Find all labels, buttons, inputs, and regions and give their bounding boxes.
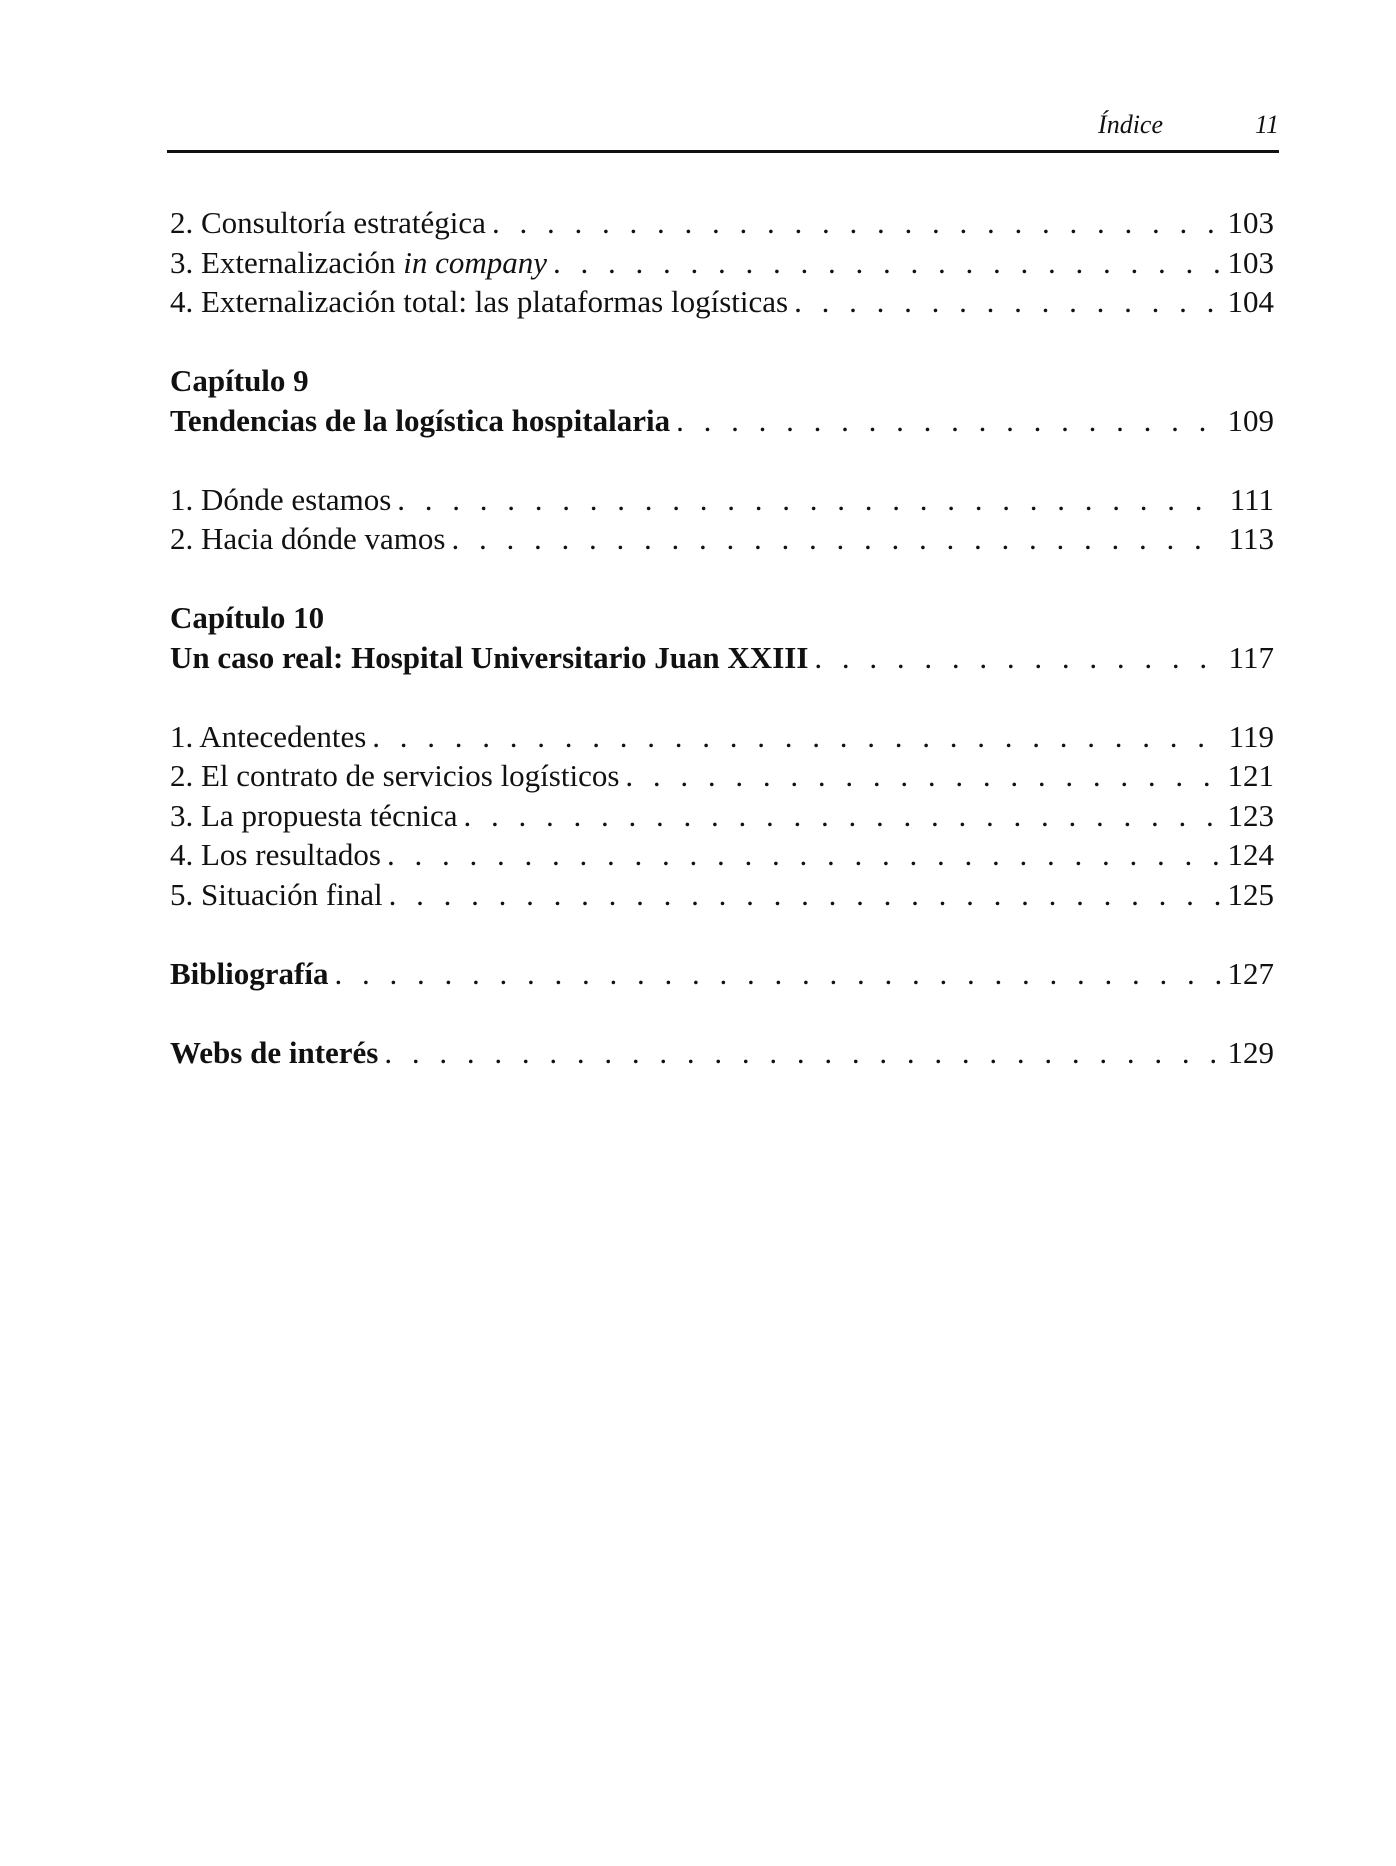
webs-title: Webs de interés	[170, 1034, 379, 1070]
toc-entry-page: 123	[1227, 797, 1274, 833]
toc-entry-title: 2. El contrato de servicios logísticos	[170, 758, 620, 793]
chapter-entry[interactable]	[170, 401, 1274, 441]
toc-entry[interactable]	[170, 717, 1274, 757]
toc-entry-page: 121	[1227, 758, 1274, 793]
toc-entry-title-italic: in company	[403, 244, 548, 280]
dot-leader	[794, 282, 1221, 322]
toc-entry-title: 2. Consultoría estratégica	[170, 205, 486, 240]
toc-entry[interactable]	[170, 203, 1274, 243]
toc-entry-page: 119	[1228, 718, 1274, 754]
toc-entry-page: 111	[1229, 481, 1274, 517]
dot-leader	[389, 875, 1222, 915]
dot-leader	[397, 480, 1224, 520]
webs-page: 129	[1227, 1034, 1274, 1070]
page-number: 11	[1254, 110, 1279, 139]
chapter-title: Un caso real: Hospital Universitario Juan XXIII	[170, 639, 809, 675]
toc-entry-title-prefix: 3. Externalización	[170, 244, 404, 280]
toc-entry-title: 4. Externalización total: las plataformas logísticas	[170, 284, 789, 319]
toc-entry[interactable]	[170, 835, 1274, 875]
dot-leader	[463, 796, 1221, 836]
dot-leader	[814, 638, 1222, 678]
toc-entry-page: 125	[1227, 876, 1274, 912]
toc-entry[interactable]	[170, 480, 1274, 520]
dot-leader	[384, 1033, 1221, 1073]
toc-entry-title: 2. Hacia dónde vamos	[170, 521, 446, 556]
chapter-label: Capítulo 9	[170, 363, 309, 398]
toc-entry[interactable]	[170, 796, 1274, 836]
bibliography-entry[interactable]	[170, 954, 1274, 994]
toc-entry-title	[170, 243, 547, 283]
toc-entry[interactable]	[170, 282, 1274, 322]
toc-entry-title: 5. Situación final	[170, 876, 383, 912]
chapter-entry[interactable]	[170, 638, 1274, 678]
bibliography-page: 127	[1227, 955, 1274, 991]
toc-entry-page: 104	[1227, 284, 1274, 319]
table-of-contents	[170, 203, 1274, 1072]
toc-entry-page: 103	[1227, 244, 1274, 280]
dot-leader	[676, 401, 1221, 441]
toc-entry-title: 1. Dónde estamos	[170, 481, 392, 517]
chapter-label: Capítulo 10	[170, 600, 325, 635]
toc-entry-page: 113	[1228, 521, 1274, 556]
page-header	[167, 100, 1279, 153]
dot-leader	[492, 203, 1222, 243]
spacer	[170, 440, 1274, 480]
webs-entry[interactable]	[170, 1033, 1274, 1073]
toc-entry-page: 124	[1227, 837, 1274, 872]
toc-entry-page: 103	[1227, 205, 1274, 240]
chapter-title: Tendencias de la logística hospitalaria	[170, 402, 671, 438]
spacer	[170, 322, 1274, 362]
chapter-page: 117	[1228, 639, 1274, 675]
dot-leader	[451, 519, 1222, 559]
spacer	[170, 993, 1274, 1033]
dot-leader	[372, 717, 1222, 757]
toc-entry-title: 3. La propuesta técnica	[170, 797, 458, 833]
dot-leader	[334, 954, 1221, 994]
toc-entry[interactable]	[170, 243, 1274, 283]
toc-entry-title: 1. Antecedentes	[170, 718, 367, 754]
bibliography-title: Bibliografía	[170, 955, 329, 991]
toc-entry[interactable]	[170, 875, 1274, 915]
spacer	[170, 914, 1274, 954]
toc-entry[interactable]	[170, 756, 1274, 796]
spacer	[170, 677, 1274, 717]
chapter-page: 109	[1227, 402, 1274, 438]
spacer	[170, 559, 1274, 599]
dot-leader	[387, 835, 1222, 875]
toc-entry-title: 4. Los resultados	[170, 837, 381, 872]
toc-entry[interactable]	[170, 519, 1274, 559]
running-title: Índice	[1098, 110, 1163, 139]
dot-leader	[625, 756, 1221, 796]
dot-leader	[553, 243, 1221, 283]
